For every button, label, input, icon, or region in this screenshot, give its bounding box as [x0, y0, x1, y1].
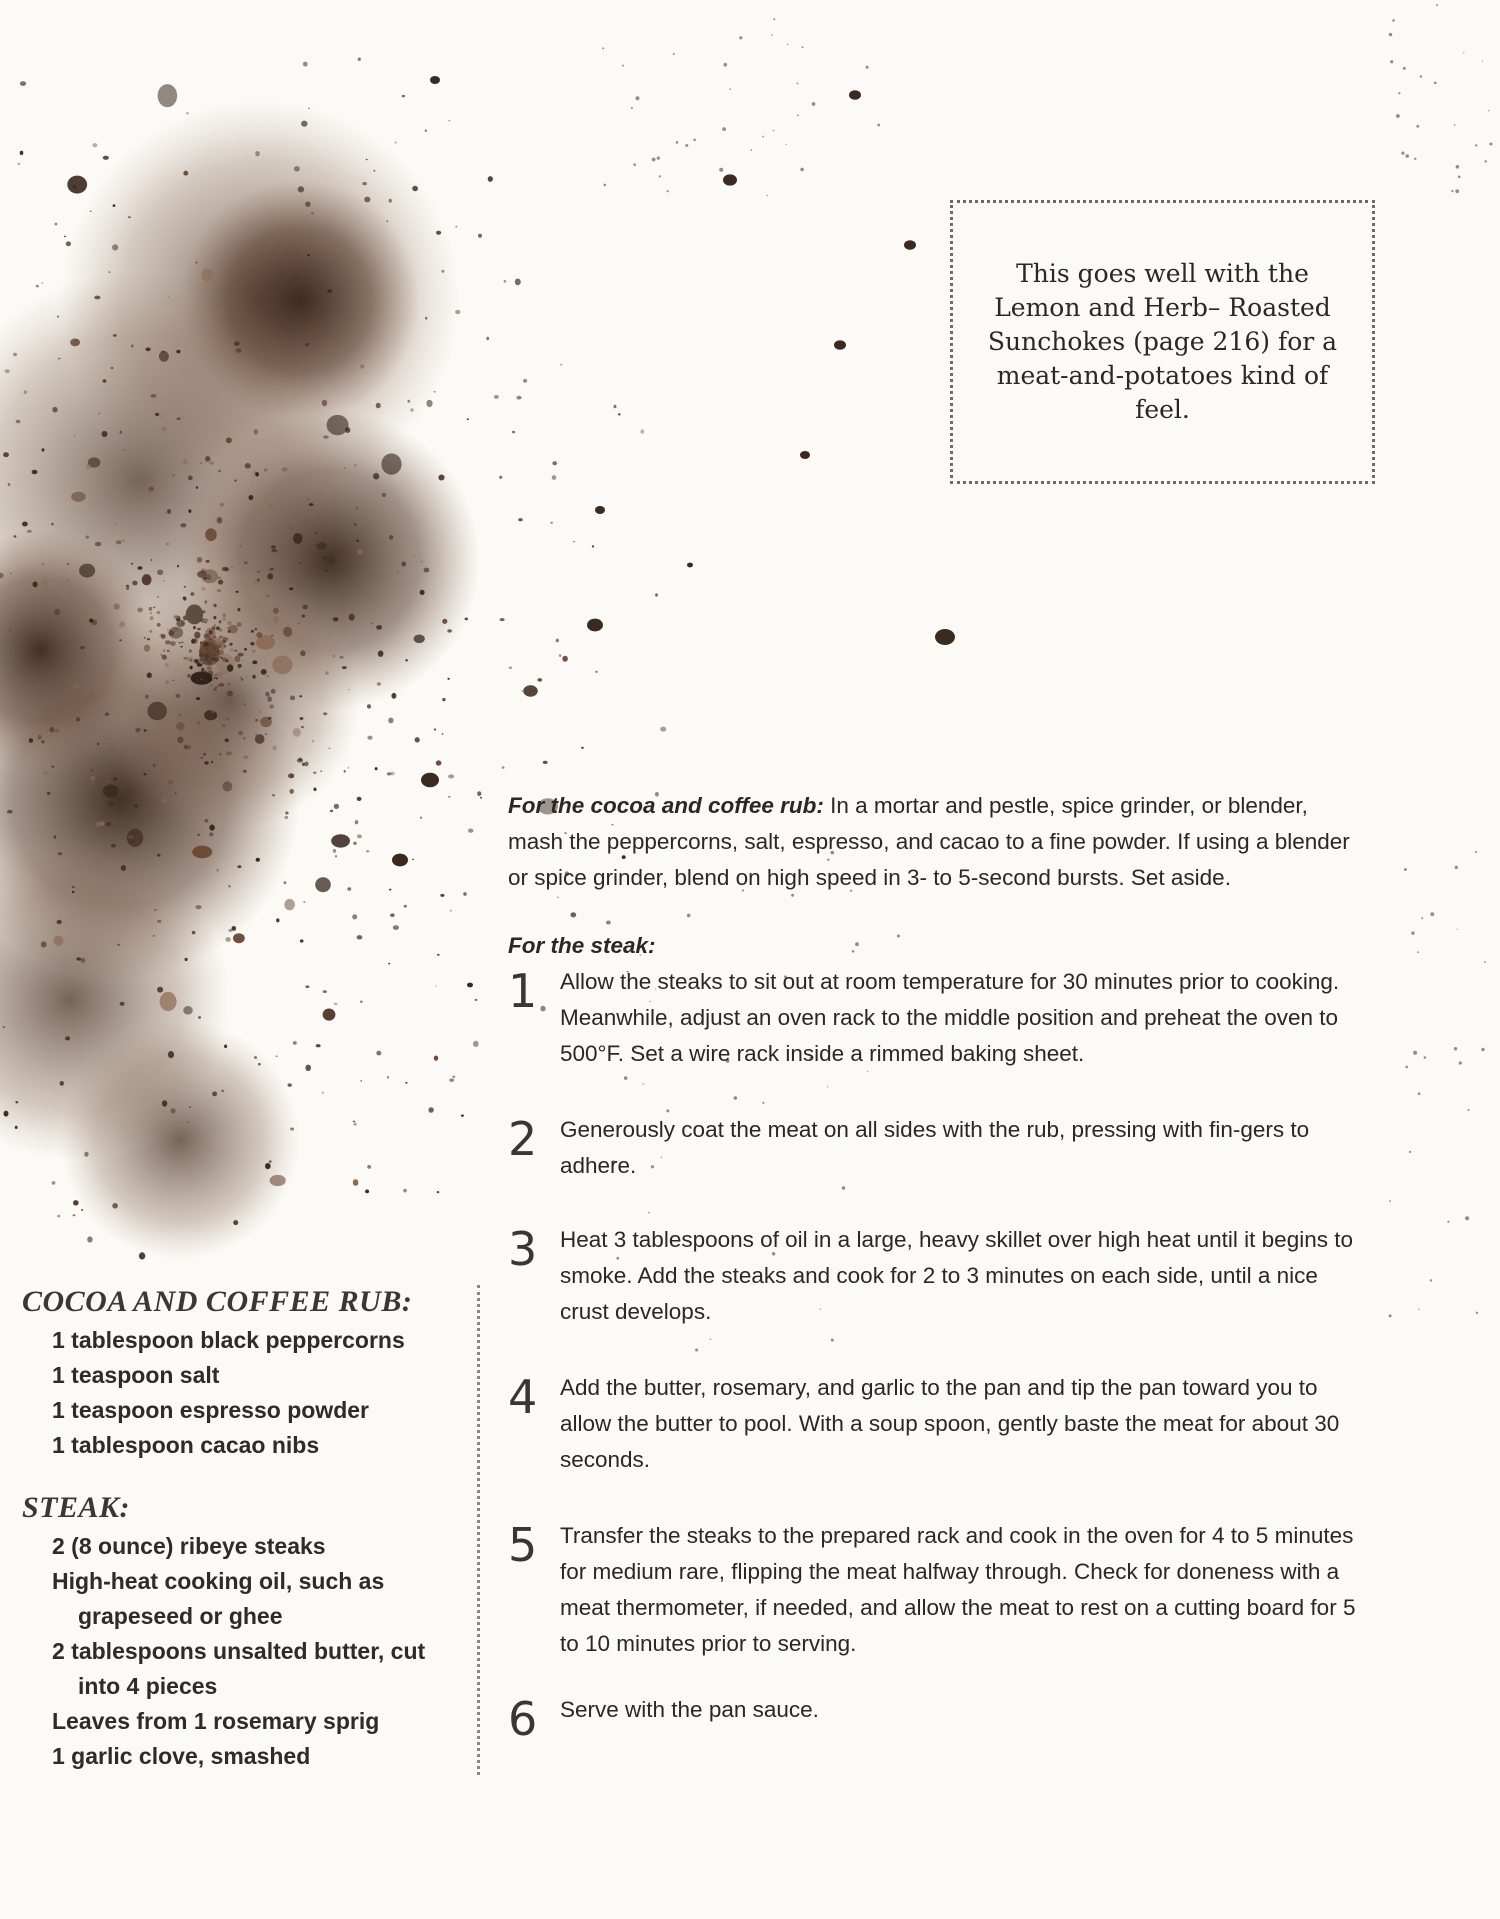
step-text: Heat 3 tablespoons of oil in a large, heavy skillet over high heat until it begins to smoke. Add the steaks and cook for 2 to 3 minutes on each side, until a nice crust develops. — [560, 1227, 1353, 1324]
rub-instructions — [508, 788, 1368, 896]
rub-ingredients — [22, 1323, 462, 1463]
step-number: 1 — [508, 964, 538, 1018]
ingredient-item: 2 tablespoons unsalted butter, cut into 4 pieces — [52, 1638, 426, 1699]
step-item — [508, 1370, 1368, 1478]
steak-instructions-heading: For the steak: — [508, 933, 656, 958]
step-text: Allow the steaks to sit out at room temperature for 30 minutes prior to cooking. Meanwhile, adjust an oven rack to the middle position and preheat the oven to 500°F. Set a wire rack inside a rimmed baking sheet. — [560, 969, 1340, 1066]
ingredient-item: High-heat cooking oil, such as grapeseed or ghee — [52, 1568, 385, 1629]
ingredient-item: 2 (8 ounce) ribeye steaks — [52, 1533, 326, 1559]
ingredient-item: 1 tablespoon cacao nibs — [52, 1432, 320, 1458]
step-number: 4 — [508, 1370, 538, 1424]
step-item — [508, 1112, 1368, 1184]
serving-tip-text: This goes well with the Lemon and Herb– Roasted Sunchokes (page 216) for a meat-and-potatoes kind of feel. — [987, 259, 1338, 424]
ingredient-item: Leaves from 1 rosemary sprig — [52, 1708, 380, 1734]
rub-instructions-text: In a mortar and pestle, spice grinder, or blender, mash the peppercorns, salt, espresso, and cacao to a fine powder. If using a blender or spice grinder, blend on high speed in 3- to 5-second bursts. Set aside. — [508, 793, 1350, 890]
step-text: Generously coat the meat on all sides with the rub, pressing with fin-gers to adhere. — [560, 1117, 1310, 1178]
ingredient-item: 1 tablespoon black peppercorns — [52, 1327, 405, 1353]
step-item — [508, 1692, 1368, 1746]
ingredient-item: 1 garlic clove, smashed — [52, 1743, 311, 1769]
step-number: 2 — [508, 1112, 538, 1166]
serving-tip-box — [950, 200, 1375, 484]
ingredient-item: 1 teaspoon espresso powder — [52, 1397, 369, 1423]
step-text: Serve with the pan sauce. — [560, 1697, 819, 1722]
steak-ingredients — [22, 1529, 462, 1774]
ingredients-list — [22, 1285, 462, 1774]
step-number: 6 — [508, 1692, 538, 1746]
ingredient-item: 1 teaspoon salt — [52, 1362, 220, 1388]
rub-ingredients-heading: COCOA AND COFFEE RUB: — [22, 1285, 413, 1318]
steak-steps — [508, 964, 1368, 1746]
rub-instructions-lead: For the cocoa and coffee rub: — [508, 793, 824, 818]
step-number: 5 — [508, 1518, 538, 1572]
step-item — [508, 1518, 1368, 1662]
step-text: Transfer the steaks to the prepared rack and cook in the oven for 4 to 5 minutes for medium rare, flipping the meat halfway through. Check for doneness with a meat thermometer, if needed, and allow the meat to rest on a cutting board for 5 to 10 minutes prior to serving. — [560, 1523, 1356, 1656]
step-number: 3 — [508, 1222, 538, 1276]
steak-ingredients-heading: STEAK: — [22, 1491, 131, 1524]
method-section — [508, 788, 1368, 1746]
step-item — [508, 964, 1368, 1072]
step-text: Add the butter, rosemary, and garlic to the pan and tip the pan toward you to allow the butter to pool. With a soup spoon, gently baste the meat for about 30 seconds. — [560, 1375, 1340, 1472]
step-item — [508, 1222, 1368, 1330]
column-divider — [477, 1285, 480, 1775]
